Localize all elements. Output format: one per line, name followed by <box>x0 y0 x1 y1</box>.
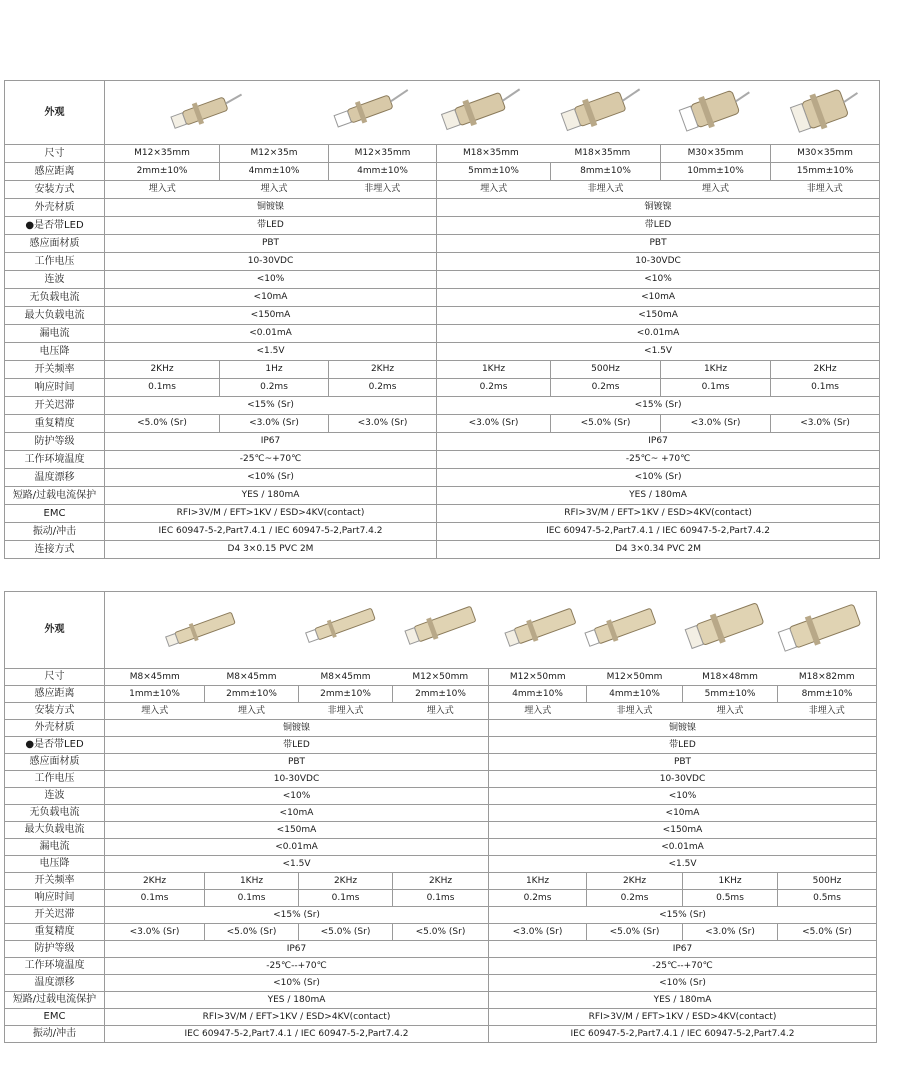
maxload-cell: <150mA <box>105 822 489 839</box>
noload-cell: <10mA <box>105 805 489 822</box>
ripple-cell: <10% <box>105 788 489 805</box>
size-cell: M30×35mm <box>661 145 771 163</box>
distance-label: 感应距离 <box>5 163 105 181</box>
sensor-product-images <box>105 81 880 141</box>
drop-row <box>5 856 877 873</box>
leak-cell: <0.01mA <box>105 839 489 856</box>
short-cell: YES / 180mA <box>437 487 880 505</box>
ripple-row <box>5 271 880 289</box>
product-images-row <box>105 81 880 145</box>
conn-cell: D4 3×0.15 PVC 2M <box>105 541 437 559</box>
freq-cell: 2KHz <box>105 873 205 890</box>
repeat-cell: <5.0% (Sr) <box>551 415 661 433</box>
drop-label: 电压降 <box>5 343 105 361</box>
mount-cell: 非埋入式 <box>616 705 653 716</box>
mount-label: 安装方式 <box>5 703 105 720</box>
voltage-cell: 10-30VDC <box>489 771 877 788</box>
face-cell: PBT <box>489 754 877 771</box>
leak-cell: <0.01mA <box>489 839 877 856</box>
sensor-image-5 <box>678 81 757 136</box>
led-cell: 带LED <box>105 737 489 754</box>
led-cell: 带LED <box>437 217 880 235</box>
housing-row <box>5 199 880 217</box>
repeat-cell: <3.0% (Sr) <box>771 415 880 433</box>
distance-cell: 8mm±10% <box>778 686 877 703</box>
size-cell: M18×82mm <box>778 669 877 686</box>
freq-cell: 1KHz <box>683 873 778 890</box>
resp-cell: 0.1ms <box>771 379 880 397</box>
vib-cell: IEC 60947-5-2,Part7.4.1 / IEC 60947-5-2,Part7.4.2 <box>437 523 880 541</box>
freq-cell: 2KHz <box>105 361 220 379</box>
freq-label: 开关频率 <box>5 361 105 379</box>
voltage-label: 工作电压 <box>5 771 105 788</box>
freq-cell: 1KHz <box>489 873 587 890</box>
drift-row <box>5 975 877 992</box>
resp-cell: 0.1ms <box>105 379 220 397</box>
distance-cell: 4mm±10% <box>329 163 437 181</box>
distance-cell: 15mm±10% <box>771 163 880 181</box>
size-row <box>5 669 877 686</box>
drift-label: 温度漂移 <box>5 469 105 487</box>
freq-cell: 1KHz <box>205 873 299 890</box>
sensor-product-images <box>105 592 877 665</box>
led-label: ●是否带LED <box>5 737 105 754</box>
resp-cell: 0.1ms <box>299 890 393 907</box>
temp-label: 工作环境温度 <box>5 451 105 469</box>
repeat-row <box>5 415 880 433</box>
resp-cell: 0.2ms <box>551 379 661 397</box>
mount-cell: 埋入式 <box>716 705 744 716</box>
freq-cell: 1Hz <box>220 361 329 379</box>
size-cell: M12×50mm <box>393 669 489 686</box>
hyst-label: 开关迟滞 <box>5 907 105 924</box>
voltage-row <box>5 253 880 271</box>
repeat-row <box>5 924 877 941</box>
temp-cell: -25℃~ +70℃ <box>437 451 880 469</box>
resp-cell: 0.1ms <box>205 890 299 907</box>
repeat-cell: <3.0% (Sr) <box>683 924 778 941</box>
freq-cell: 2KHz <box>771 361 880 379</box>
repeat-cell: <5.0% (Sr) <box>105 415 220 433</box>
size-cell <box>437 145 661 163</box>
face-row <box>5 754 877 771</box>
ip-cell: IP67 <box>105 433 437 451</box>
sensor-image-2 <box>304 605 376 646</box>
voltage-cell: 10-30VDC <box>437 253 880 271</box>
emc-cell: RFI>3V/M / EFT>1KV / ESD>4KV(contact) <box>105 505 437 523</box>
emc-cell: RFI>3V/M / EFT>1KV / ESD>4KV(contact) <box>437 505 880 523</box>
sensor-image-1 <box>164 609 236 650</box>
noload-row <box>5 805 877 822</box>
voltage-cell: 10-30VDC <box>105 771 489 788</box>
short-cell: YES / 180mA <box>489 992 877 1009</box>
noload-label: 无负载电流 <box>5 805 105 822</box>
ripple-row <box>5 788 877 805</box>
mount-cell: 非埋入式 <box>771 181 880 199</box>
maxload-row <box>5 307 880 325</box>
ripple-cell: <10% <box>437 271 880 289</box>
size-cell: M30×35mm <box>771 145 880 163</box>
leak-row <box>5 325 880 343</box>
distance-cell: 2mm±10% <box>205 686 299 703</box>
ripple-label: 连波 <box>5 271 105 289</box>
hyst-cell: <15% (Sr) <box>105 907 489 924</box>
distance-cell: 2mm±10% <box>299 686 393 703</box>
short-cell: YES / 180mA <box>105 992 489 1009</box>
sensor-image-3 <box>440 82 526 134</box>
maxload-cell: <150mA <box>489 822 877 839</box>
sensor-image-4 <box>504 605 577 650</box>
distance-cell: 4mm±10% <box>489 686 587 703</box>
ripple-cell: <10% <box>489 788 877 805</box>
repeat-cell: <5.0% (Sr) <box>393 924 489 941</box>
housing-cell: 铜镀镍 <box>437 199 880 217</box>
mount-row <box>5 703 877 720</box>
repeat-label: 重复精度 <box>5 924 105 941</box>
resp-cell: 0.1ms <box>393 890 489 907</box>
repeat-cell: <3.0% (Sr) <box>437 415 551 433</box>
resp-cell: 0.1ms <box>105 890 205 907</box>
size-label: 尺寸 <box>5 145 105 163</box>
vib-cell: IEC 60947-5-2,Part7.4.1 / IEC 60947-5-2,Part7.4.2 <box>489 1026 877 1043</box>
emc-label: EMC <box>5 1009 105 1026</box>
led-cell: 带LED <box>489 737 877 754</box>
short-label: 短路/过载电流保护 <box>5 992 105 1009</box>
freq-cell: 2KHz <box>299 873 393 890</box>
mount-cell: 埋入式 <box>437 181 551 199</box>
freq-cell: 2KHz <box>329 361 437 379</box>
maxload-cell: <150mA <box>437 307 880 325</box>
resp-cell: 0.2ms <box>329 379 437 397</box>
mount-cell: 埋入式 <box>489 703 587 720</box>
temp-label: 工作环境温度 <box>5 958 105 975</box>
leak-cell: <0.01mA <box>105 325 437 343</box>
distance-cell: 5mm±10% <box>683 686 778 703</box>
distance-cell: 5mm±10% <box>437 163 551 181</box>
size-cell: M8×45mm <box>105 669 205 686</box>
drift-cell: <10% (Sr) <box>105 469 437 487</box>
voltage-label: 工作电压 <box>5 253 105 271</box>
repeat-cell: <3.0% (Sr) <box>489 924 587 941</box>
mount-cell: 埋入式 <box>260 184 288 194</box>
repeat-cell: <5.0% (Sr) <box>587 924 683 941</box>
noload-cell: <10mA <box>105 289 437 307</box>
led-row <box>5 217 880 235</box>
drop-label: 电压降 <box>5 856 105 873</box>
spec-table-2 <box>4 591 877 1043</box>
sensor-image-6 <box>789 81 865 137</box>
drift-cell: <10% (Sr) <box>489 975 877 992</box>
size-cell: M12×35mm <box>105 145 220 163</box>
noload-cell: <10mA <box>489 805 877 822</box>
emc-cell: RFI>3V/M / EFT>1KV / ESD>4KV(contact) <box>105 1009 489 1026</box>
housing-cell: 铜镀镍 <box>105 199 437 217</box>
ip-label: 防护等级 <box>5 941 105 958</box>
temp-cell: -25℃~+70℃ <box>105 451 437 469</box>
size-value: M18×35mm <box>463 148 519 158</box>
repeat-cell: <5.0% (Sr) <box>778 924 877 941</box>
sensor-image-5 <box>584 605 657 650</box>
hyst-cell: <15% (Sr) <box>489 907 877 924</box>
hyst-cell: <15% (Sr) <box>105 397 437 415</box>
hyst-cell: <15% (Sr) <box>437 397 880 415</box>
resp-cell: 0.5ms <box>778 890 877 907</box>
appearance-label: 外观 <box>5 592 105 669</box>
leak-row <box>5 839 877 856</box>
maxload-row <box>5 822 877 839</box>
distance-cell: 2mm±10% <box>105 163 220 181</box>
vib-cell: IEC 60947-5-2,Part7.4.1 / IEC 60947-5-2,Part7.4.2 <box>105 1026 489 1043</box>
appearance-label: 外观 <box>5 81 105 145</box>
drift-row <box>5 469 880 487</box>
housing-row <box>5 720 877 737</box>
spec-table-1 <box>4 80 880 559</box>
distance-cell: 1mm±10% <box>105 686 205 703</box>
short-row <box>5 487 880 505</box>
size-cell: M12×50mm <box>587 669 683 686</box>
short-cell: YES / 180mA <box>105 487 437 505</box>
repeat-cell: <3.0% (Sr) <box>220 415 329 433</box>
mount-cell: 非埋入式 <box>327 705 364 716</box>
repeat-cell: <3.0% (Sr) <box>661 415 771 433</box>
distance-cell: 4mm±10% <box>587 686 683 703</box>
mount-cell: 非埋入式 <box>364 184 401 194</box>
mount-label: 安装方式 <box>5 181 105 199</box>
noload-label: 无负载电流 <box>5 289 105 307</box>
freq-cell: 500Hz <box>551 361 661 379</box>
leak-label: 漏电流 <box>5 839 105 856</box>
short-row <box>5 992 877 1009</box>
freq-cell: 1KHz <box>437 361 551 379</box>
hyst-row <box>5 907 877 924</box>
drift-cell: <10% (Sr) <box>437 469 880 487</box>
vib-label: 振动/冲击 <box>5 523 105 541</box>
face-label: 感应面材质 <box>5 754 105 771</box>
size-row <box>5 145 880 163</box>
led-label: ●是否带LED <box>5 217 105 235</box>
resp-cell: 0.5ms <box>683 890 778 907</box>
distance-cell: 4mm±10% <box>220 163 329 181</box>
drop-row <box>5 343 880 361</box>
short-label: 短路/过载电流保护 <box>5 487 105 505</box>
mount-cell: 埋入式 <box>701 184 729 194</box>
noload-row <box>5 289 880 307</box>
ip-row <box>5 941 877 958</box>
distance-row <box>5 163 880 181</box>
drift-cell: <10% (Sr) <box>105 975 489 992</box>
ip-label: 防护等级 <box>5 433 105 451</box>
freq-cell: 2KHz <box>393 873 489 890</box>
vib-row <box>5 1026 877 1043</box>
distance-cell: 2mm±10% <box>393 686 489 703</box>
sensor-image-2 <box>332 84 413 131</box>
leak-cell: <0.01mA <box>437 325 880 343</box>
ip-cell: IP67 <box>437 433 880 451</box>
mount-row <box>5 181 880 199</box>
sensor-image-6 <box>684 599 766 653</box>
freq-cell: 500Hz <box>778 873 877 890</box>
ip-cell: IP67 <box>489 941 877 958</box>
drift-label: 温度漂移 <box>5 975 105 992</box>
size-cell: M12×35mm <box>329 145 437 163</box>
housing-label: 外壳材质 <box>5 199 105 217</box>
face-label: 感应面材质 <box>5 235 105 253</box>
temp-cell: -25℃--+70℃ <box>105 958 489 975</box>
temp-row <box>5 958 877 975</box>
housing-cell: 铜镀镍 <box>105 720 489 737</box>
vib-row <box>5 523 880 541</box>
emc-cell: RFI>3V/M / EFT>1KV / ESD>4KV(contact) <box>489 1009 877 1026</box>
conn-row <box>5 541 880 559</box>
size-cell: M12×35m <box>220 145 329 163</box>
sensor-image-1 <box>169 87 246 133</box>
maxload-cell: <150mA <box>105 307 437 325</box>
temp-row <box>5 451 880 469</box>
face-row <box>5 235 880 253</box>
voltage-row <box>5 771 877 788</box>
size-cell: M8×45mm <box>299 669 393 686</box>
ripple-cell: <10% <box>105 271 437 289</box>
mount-cell: 埋入式 <box>105 181 220 199</box>
face-cell: PBT <box>105 235 437 253</box>
distance-cell: 8mm±10% <box>551 163 661 181</box>
mount-cell: 埋入式 <box>105 703 205 720</box>
conn-cell: D4 3×0.34 PVC 2M <box>437 541 880 559</box>
drop-cell: <1.5V <box>489 856 877 873</box>
resp-label: 响应时间 <box>5 890 105 907</box>
emc-label: EMC <box>5 505 105 523</box>
maxload-label: 最大负载电流 <box>5 307 105 325</box>
sensor-image-4 <box>560 81 647 135</box>
repeat-cell: <5.0% (Sr) <box>205 924 299 941</box>
led-cell: 带LED <box>105 217 437 235</box>
face-cell: PBT <box>437 235 880 253</box>
drop-cell: <1.5V <box>105 856 489 873</box>
size-label: 尺寸 <box>5 669 105 686</box>
ripple-label: 连波 <box>5 788 105 805</box>
repeat-label: 重复精度 <box>5 415 105 433</box>
freq-label: 开关频率 <box>5 873 105 890</box>
resp-cell: 0.2ms <box>587 890 683 907</box>
freq-cell: 2KHz <box>587 873 683 890</box>
repeat-cell: <5.0% (Sr) <box>299 924 393 941</box>
led-row <box>5 737 877 754</box>
mount-cell: 非埋入式 <box>778 703 877 720</box>
size-value: M18×35mm <box>574 148 631 158</box>
housing-label: 外壳材质 <box>5 720 105 737</box>
ip-cell: IP67 <box>105 941 489 958</box>
drop-cell: <1.5V <box>437 343 880 361</box>
drop-cell: <1.5V <box>105 343 437 361</box>
size-cell: M12×50mm <box>489 669 587 686</box>
distance-row <box>5 686 877 703</box>
resp-cell: 0.2ms <box>220 379 329 397</box>
resp-cell: 0.2ms <box>489 890 587 907</box>
resp-row <box>5 890 877 907</box>
freq-cell: 1KHz <box>661 361 771 379</box>
leak-label: 漏电流 <box>5 325 105 343</box>
repeat-cell: <3.0% (Sr) <box>329 415 437 433</box>
mount-cell: 埋入式 <box>237 705 265 716</box>
distance-cell: 10mm±10% <box>661 163 771 181</box>
emc-row <box>5 505 880 523</box>
size-cell: M8×45mm <box>205 669 299 686</box>
freq-row <box>5 873 877 890</box>
vib-cell: IEC 60947-5-2,Part7.4.1 / IEC 60947-5-2,Part7.4.2 <box>105 523 437 541</box>
temp-cell: -25℃--+70℃ <box>489 958 877 975</box>
freq-row <box>5 361 880 379</box>
face-cell: PBT <box>105 754 489 771</box>
resp-row <box>5 379 880 397</box>
mount-cell: 埋入式 <box>426 705 454 716</box>
sensor-image-7 <box>777 600 862 656</box>
conn-label: 连接方式 <box>5 541 105 559</box>
resp-cell: 0.2ms <box>437 379 551 397</box>
hyst-row <box>5 397 880 415</box>
repeat-cell: <3.0% (Sr) <box>105 924 205 941</box>
mount-cell: 非埋入式 <box>587 184 624 194</box>
vib-label: 振动/冲击 <box>5 1026 105 1043</box>
emc-row <box>5 1009 877 1026</box>
distance-label: 感应距离 <box>5 686 105 703</box>
resp-cell: 0.1ms <box>661 379 771 397</box>
ip-row <box>5 433 880 451</box>
housing-cell: 铜镀镍 <box>489 720 877 737</box>
product-images-row <box>105 592 877 669</box>
hyst-label: 开关迟滞 <box>5 397 105 415</box>
sensor-image-3 <box>404 603 477 648</box>
noload-cell: <10mA <box>437 289 880 307</box>
voltage-cell: 10-30VDC <box>105 253 437 271</box>
maxload-label: 最大负载电流 <box>5 822 105 839</box>
resp-label: 响应时间 <box>5 379 105 397</box>
size-cell: M18×48mm <box>683 669 778 686</box>
